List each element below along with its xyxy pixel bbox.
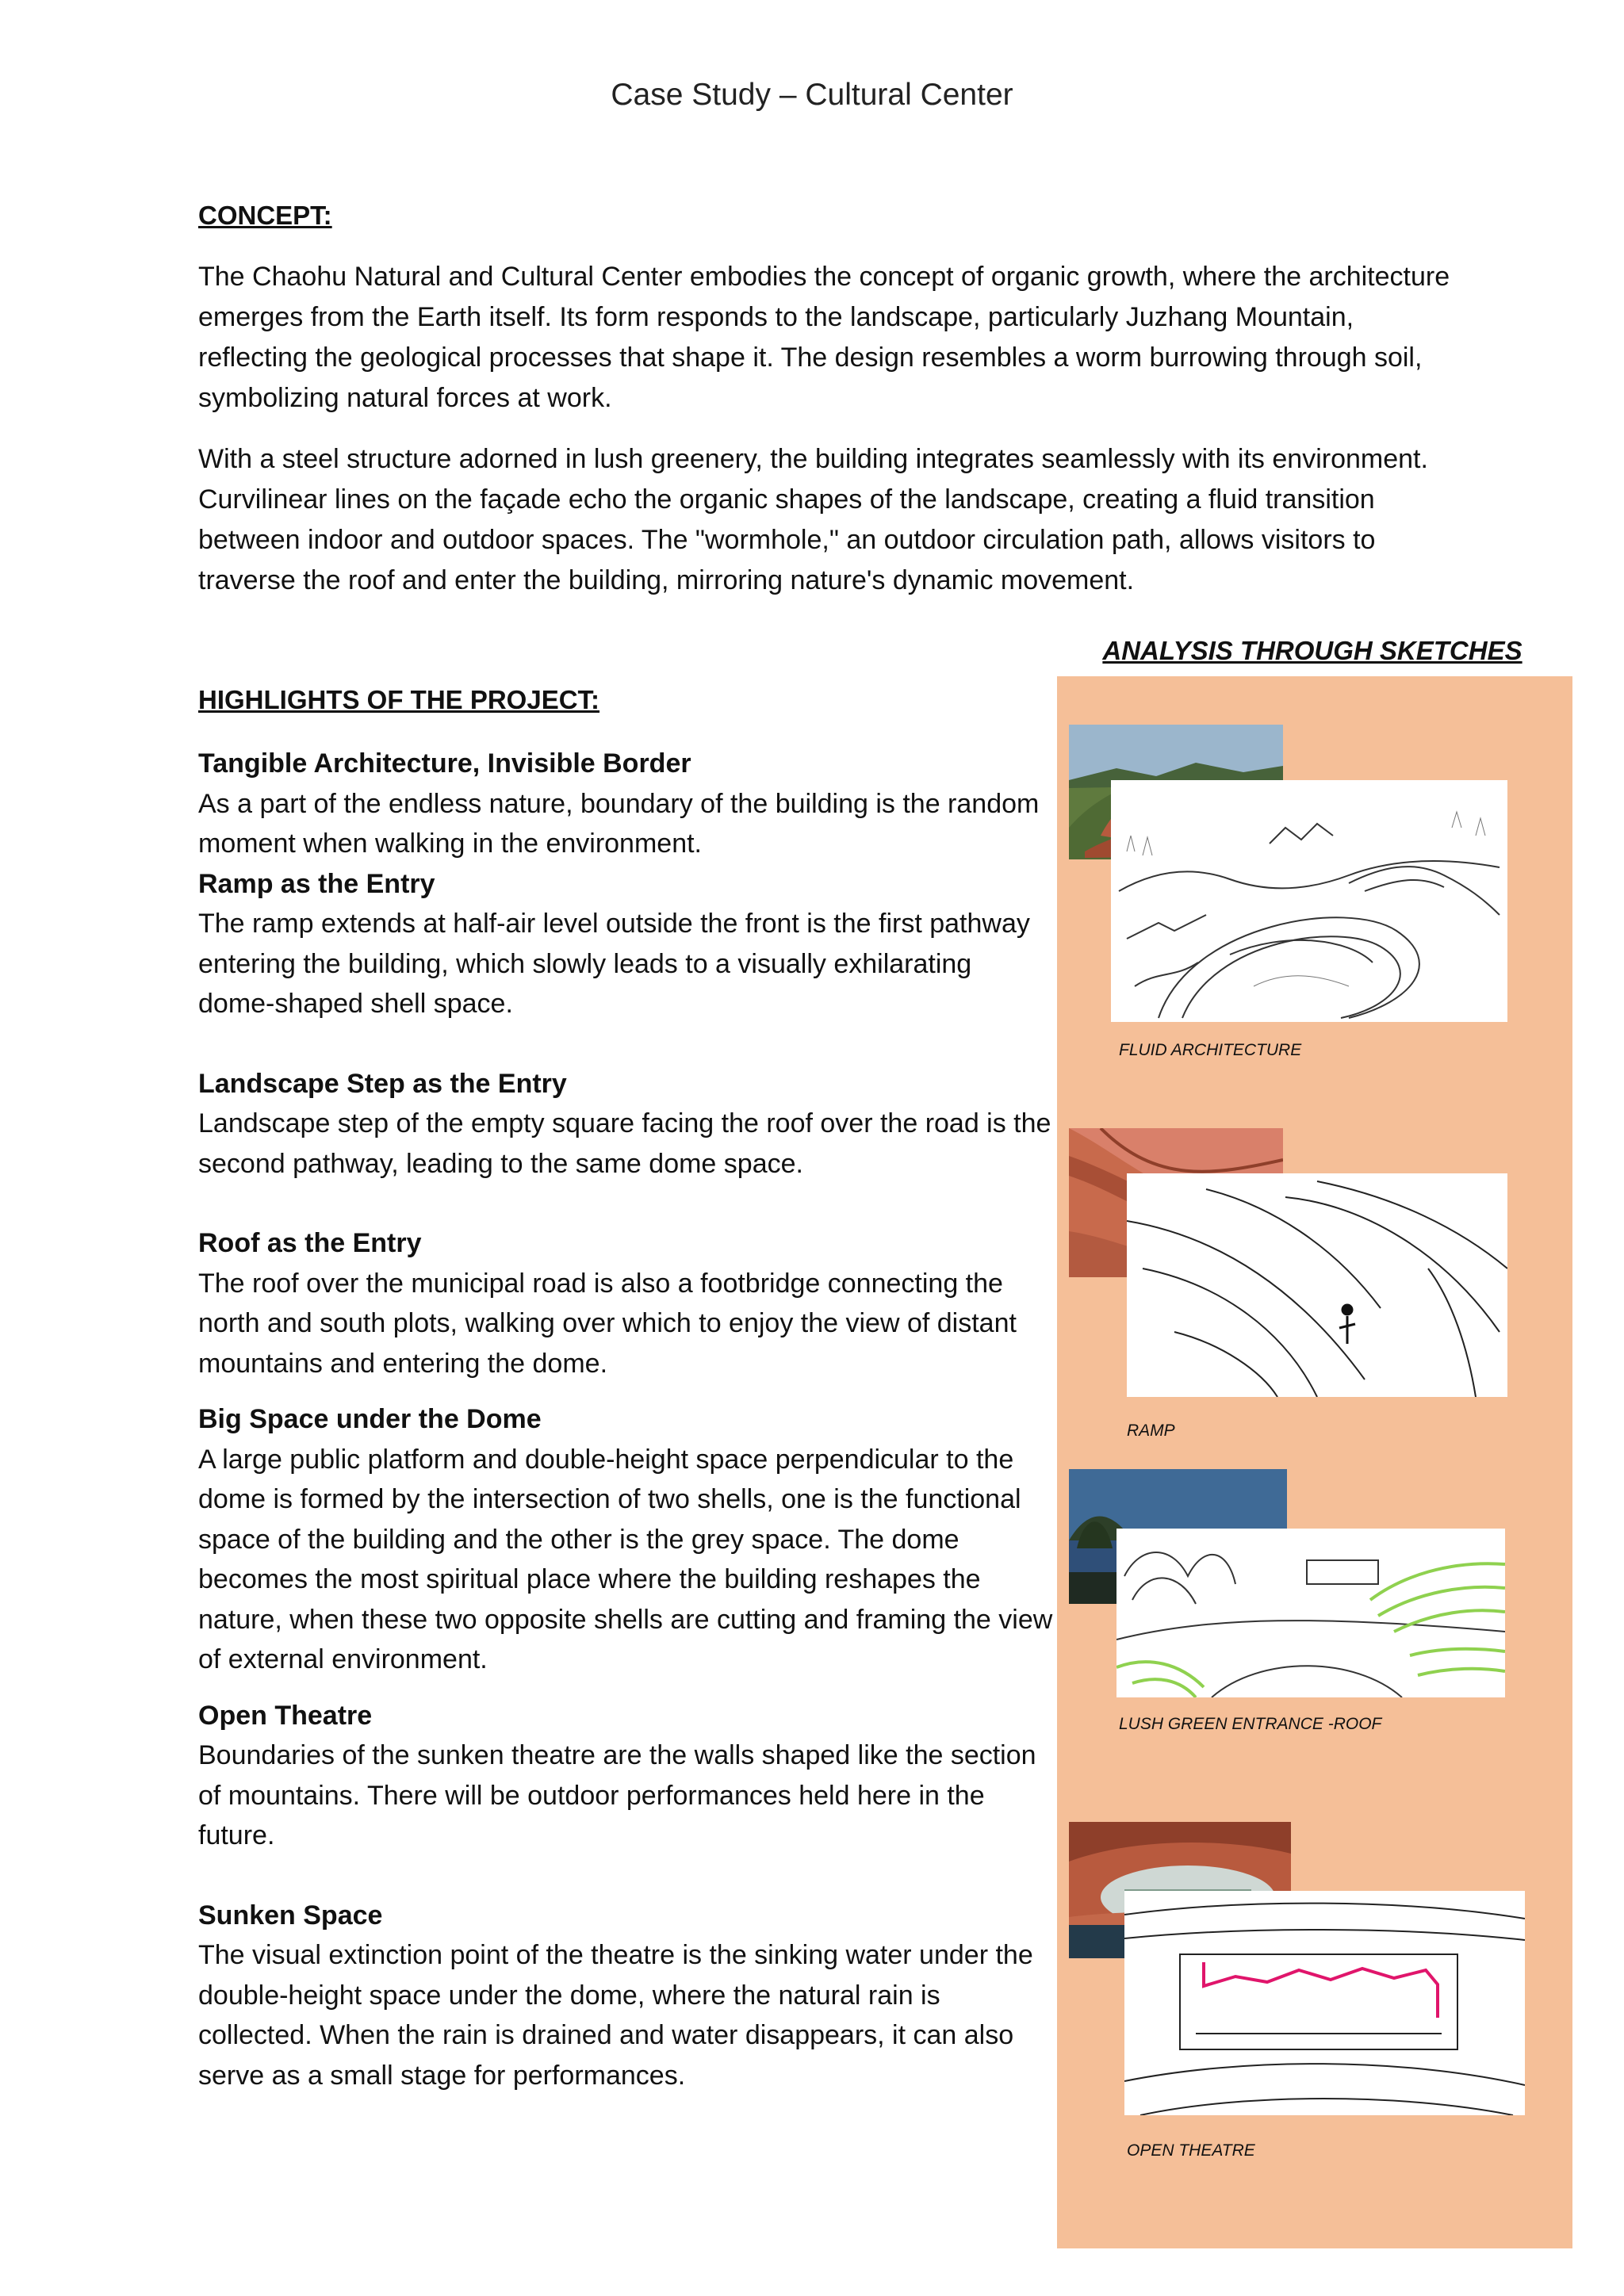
highlight-title: Big Space under the Dome [198, 1404, 542, 1434]
highlight-open-theatre [198, 1696, 1055, 1856]
concept-body [198, 257, 1467, 622]
lush-green-roof-sketch [1116, 1529, 1505, 1697]
sketch-caption: FLUID ARCHITECTURE [1119, 1041, 1302, 1059]
highlight-body: The roof over the municipal road is also a footbridge connecting the north and south plots, walking over which to enjoy the view of distant mountains and entering the dome. [198, 1268, 1017, 1379]
highlight-title: Open Theatre [198, 1700, 373, 1731]
highlight-body: The visual extinction point of the theatre is the sinking water under the double-height space under the dome, where the natural rain is collected. When the rain is drained and water disappears, it can also serve as a small stage for performances. [198, 1940, 1033, 2091]
concept-paragraph: The Chaohu Natural and Cultural Center embodies the concept of organic growth, where the architecture emerges from the Earth itself. Its form responds to the landscape, particularly Juzhang Mountain, reflecting the geological processes that shape it. The design resembles a worm burrowing through soil, symbolizing natural forces at work. [198, 262, 1450, 413]
open-theatre-sketch [1124, 1891, 1525, 2115]
highlight-title: Roof as the Entry [198, 1228, 422, 1258]
sketch-panel [1057, 676, 1572, 2248]
highlights-list [198, 744, 1055, 2095]
highlight-body: Boundaries of the sunken theatre are the walls shaped like the section of mountains. There will be outdoor performances held here in the future. [198, 1740, 1036, 1850]
highlights-heading: HIGHLIGHTS OF THE PROJECT: [198, 685, 600, 714]
highlight-title: Sunken Space [198, 1900, 383, 1931]
fluid-architecture-sketch [1111, 780, 1507, 1022]
concept-paragraph: With a steel structure adorned in lush greenery, the building integrates seamlessly with its environment. Curvilinear lines on the façade echo the organic shapes of the landscape, creating a fluid transition between indoor and outdoor spaces. The "wormhole," an outdoor circulation path, allows visitors to traverse the roof and enter the building, mirroring nature's dynamic movement. [198, 444, 1428, 595]
sketch-caption: LUSH GREEN ENTRANCE -ROOF [1119, 1715, 1382, 1733]
highlight-roof-entry [198, 1223, 1055, 1383]
highlight-tangible-architecture [198, 744, 1055, 864]
highlight-title: Landscape Step as the Entry [198, 1068, 567, 1099]
sketch-caption: OPEN THEATRE [1127, 2141, 1255, 2160]
highlight-body: As a part of the endless nature, boundary of the building is the random moment when walking in the environment. [198, 788, 1040, 859]
analysis-heading: ANALYSIS THROUGH SKETCHES [1102, 636, 1522, 665]
highlight-body: A large public platform and double-height space perpendicular to the dome is formed by the intersection of two shells, one is the functional space of the building and the other is the grey space. The dome becomes the most spiritual place where the building reshapes the nature, when these two opposite shells are cutting and framing the view of external environment. [198, 1444, 1053, 1674]
highlight-body: The ramp extends at half-air level outside the front is the first pathway entering the building, which slowly leads to a visually exhilarating dome-shaped shell space. [198, 909, 1030, 1019]
highlight-landscape-step-entry [198, 1064, 1055, 1184]
highlight-title: Tangible Architecture, Invisible Border [198, 748, 691, 779]
highlight-ramp-entry [198, 864, 1055, 1024]
highlight-sunken-space [198, 1896, 1055, 2096]
highlight-big-space-dome [198, 1399, 1055, 1680]
page-title: Case Study – Cultural Center [611, 78, 1013, 112]
sketch-caption: RAMP [1127, 1422, 1175, 1440]
highlight-body: Landscape step of the empty square facing the roof over the road is the second pathway, leading to the same dome space. [198, 1108, 1051, 1179]
highlight-title: Ramp as the Entry [198, 868, 435, 899]
ramp-sketch [1127, 1173, 1507, 1397]
concept-heading: CONCEPT: [198, 201, 332, 230]
